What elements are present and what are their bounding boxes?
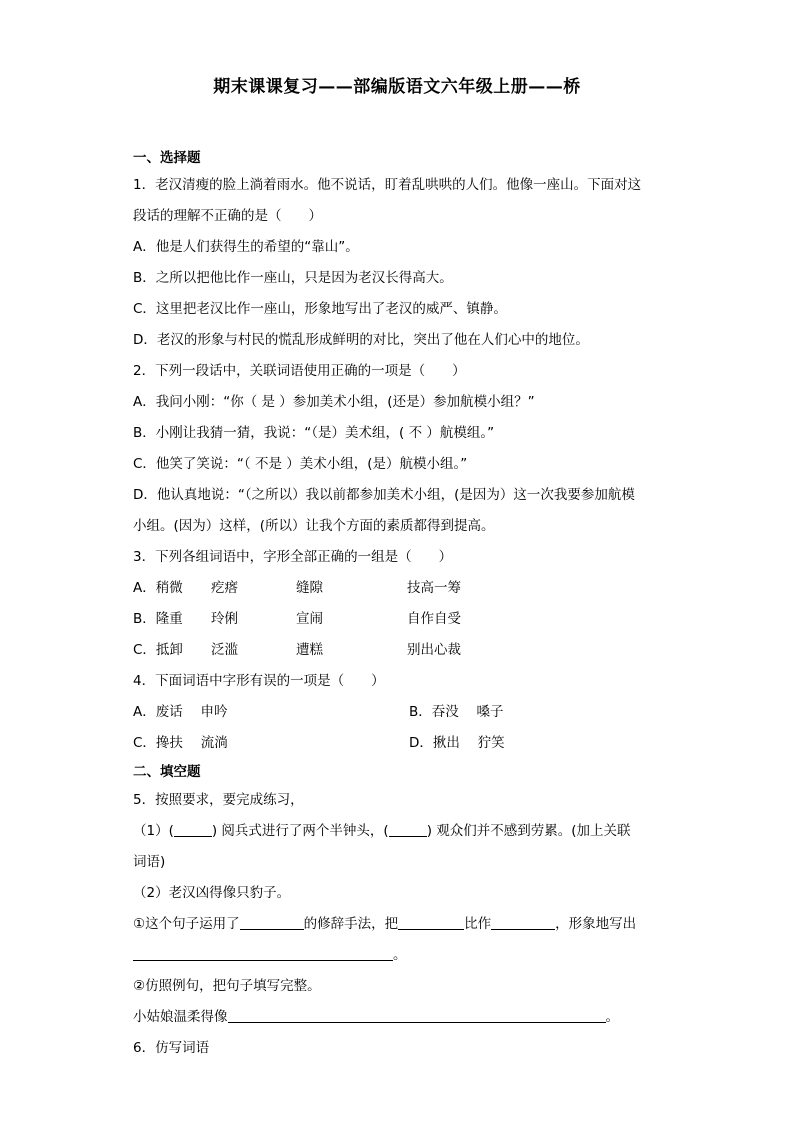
q3-a-word4: 技高一筹 — [407, 580, 461, 596]
q3-a-word3: 缝隙 — [296, 580, 323, 596]
q3-c-word3: 遭糕 — [296, 642, 323, 658]
q5-sub1-text-a: ①这个句子运用了 — [133, 916, 240, 932]
q5-sub1-end: 。 — [393, 947, 407, 963]
page-title: 期末课课复习——部编版语文六年级上册——桥 — [213, 77, 581, 97]
section-heading-fill: 二、填空题 — [133, 764, 201, 780]
q4-row-2 — [133, 728, 668, 759]
q5-part2: （2）老汉凶得像只豹子。 — [133, 885, 291, 901]
q4-option-a: A．废话 申吟 — [133, 704, 228, 720]
q5-sub2-end: 。 — [605, 1009, 619, 1025]
q5-sub2-answer — [133, 1002, 668, 1033]
q5-blank-object[interactable] — [491, 915, 555, 930]
q4-row-1 — [133, 697, 668, 728]
q1-option-d: D．老汉的形象与村民的慌乱形成鲜明的对比，突出了他在人们心中的地位。 — [133, 332, 589, 348]
q2-option-a: A．我问小刚：“你（ 是 ）参加美术小组，(还是）参加航模小组？” — [133, 394, 535, 410]
q3-row-a — [133, 573, 668, 604]
q3-c-word4: 别出心裁 — [407, 642, 461, 658]
q5-sub1-text-b: 的修辞手法，把 — [303, 916, 399, 932]
q5-stem: 5．按照要求，要完成练习， — [133, 792, 304, 808]
q5-sub2-text: 小姑娘温柔得像 — [133, 1009, 228, 1025]
q5-sub1-text-d: ，形象地写出 — [555, 916, 637, 932]
q1-stem-line1: 1．老汉清瘦的脸上淌着雨水。他不说话，盯着乱哄哄的人们。他像一座山。下面对这 — [133, 177, 642, 193]
q5-blank-description[interactable] — [133, 946, 393, 961]
q2-option-c: C．他笑了笑说：“（ 不是 ）美术小组，(是）航模小组。” — [133, 456, 468, 472]
q5-blank-imitation[interactable] — [228, 1008, 606, 1023]
q3-row-c — [133, 635, 668, 666]
q4-option-b: B．吞没 嗓子 — [409, 704, 504, 720]
q5-blank-rhetoric[interactable] — [240, 915, 304, 930]
q5-part1-text-a: （1）( — [133, 823, 174, 839]
q3-c-word2: 泛滥 — [211, 642, 238, 658]
q4-option-c: C．搀扶 流淌 — [133, 735, 228, 751]
q3-b-word2: 玲俐 — [211, 611, 238, 627]
q5-part1-text-c: ) 观众们并不感到劳累。(加上关联 — [426, 823, 631, 839]
q5-sub1-line1 — [133, 909, 668, 940]
q5-sub2: ②仿照例句，把句子填写完整。 — [133, 978, 321, 994]
q5-sub1-line2 — [133, 940, 668, 971]
q3-row-b — [133, 604, 668, 635]
q3-c-word1: C．抵卸 — [133, 642, 183, 658]
q3-a-word1: A．稍微 — [133, 580, 183, 596]
q2-option-b: B．小刚让我猜一猜，我说：“（是）美术组，( 不 ）航模组。” — [133, 425, 495, 441]
q4-option-d: D．揪出 狞笑 — [409, 735, 505, 751]
q5-blank-1[interactable] — [174, 822, 212, 837]
q5-blank-2[interactable] — [389, 822, 427, 837]
q4-stem: 4．下面词语中字形有误的一项是（ ） — [133, 673, 385, 689]
q2-option-d-line2: 小组。(因为）这样，(所以）让我个方面的素质都得到提高。 — [133, 518, 495, 534]
q5-part1-line2: 词语) — [133, 854, 166, 870]
q5-blank-subject[interactable] — [398, 915, 464, 930]
q5-part1-text-b: ) 阅兵式进行了两个半钟头，( — [211, 823, 389, 839]
q3-b-word1: B．隆重 — [133, 611, 183, 627]
section-heading-choice: 一、选择题 — [133, 150, 201, 166]
document-body — [133, 146, 668, 1064]
q1-option-c: C．这里把老汉比作一座山，形象地写出了老汉的威严、镇静。 — [133, 301, 507, 317]
q1-option-b: B．之所以把他比作一座山，只是因为老汉长得高大。 — [133, 270, 453, 286]
q3-stem: 3．下列各组词语中，字形全部正确的一组是（ ） — [133, 549, 453, 565]
q5-part1-line1 — [133, 816, 668, 847]
q2-stem: 2．下列一段话中，关联词语使用正确的一项是（ ） — [133, 363, 466, 379]
q2-option-d-line1: D．他认真地说：“（之所以）我以前都参加美术小组，(是因为）这一次我要参加航模 — [133, 487, 635, 503]
q5-sub1-text-c: 比作 — [464, 916, 492, 932]
q3-a-word2: 疙瘩 — [211, 580, 238, 596]
q6-stem: 6．仿写词语 — [133, 1040, 210, 1056]
q3-b-word3: 宣闹 — [296, 611, 323, 627]
q3-b-word4: 自作自受 — [407, 611, 461, 627]
q1-option-a: A．他是人们获得生的希望的“靠山”。 — [133, 239, 359, 255]
q1-stem-line2: 段话的理解不正确的是（ ） — [133, 208, 322, 224]
